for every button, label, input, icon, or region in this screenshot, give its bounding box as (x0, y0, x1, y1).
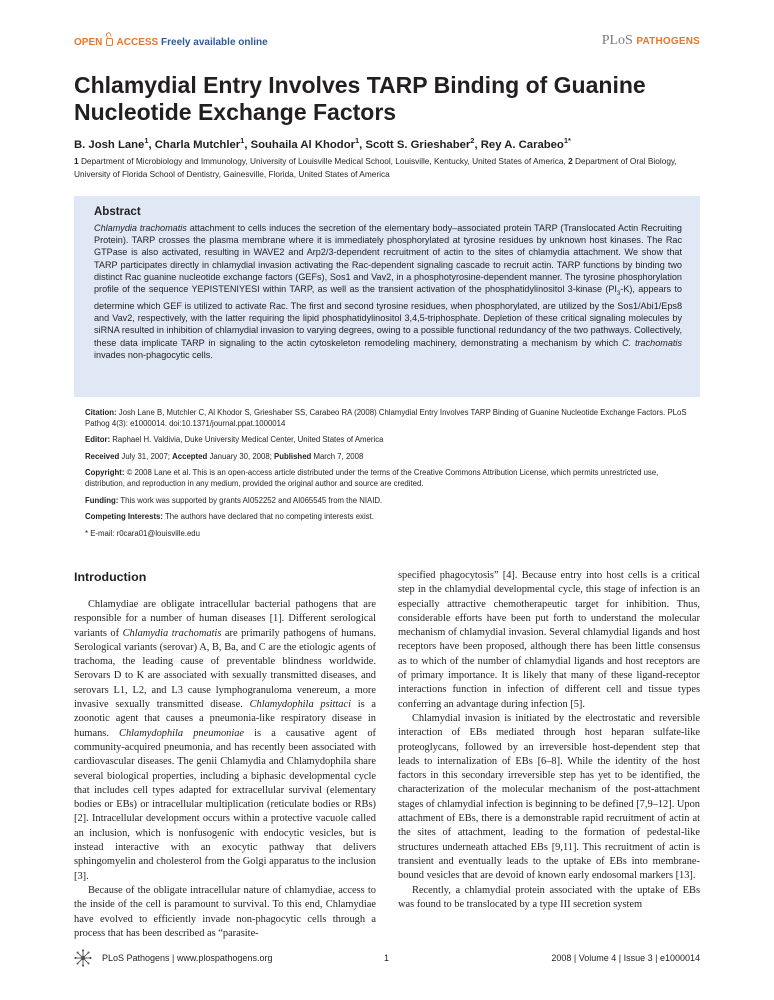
open-access-badge (74, 37, 268, 48)
author-list: B. Josh Lane$^1$, Charla Mutchler$^1$, Souhaila Al Khodor$^1$, Scott S. Grieshaber$^2$, Rey A. Carabeo$^{1*}$ (74, 136, 571, 151)
author-name: Rey A. Carabeo (480, 138, 564, 151)
citation (85, 408, 695, 429)
abstract-part-1: attachment to cells induces the secretion of the elementary body–associated protein TARP (Translocated Actin Recruiting Protein). TARP crosses the plasma membrane where it is immediately phosphorylated at tyrosine residues by unknown host kinases. The Rac GTPase is also activated, resulting in WAVE2 and Arp2/3-dependent recruitment of actin to the sites of chlamydia attachment. We show that TARP participates directly in chlamydial invasion activating the Rac-dependent signaling cascade to recruit actin. TARP functions by binding two distinct Rac guanine nucleotide exchange factors (GEFs), Sos1 and Vav2, in a phosphotyrosine-dependent manner. The tyrosine phosphorylation profile of the sequence YEPISTENIYESI within TARP, as well as the transient activation of the phosphatidylinositol 3-kinase (PI (94, 223, 682, 295)
citation-label: Citation: (85, 408, 117, 417)
abstract-part-3: invades non-phagocytic cells. (94, 349, 213, 360)
author-affiliation-marker: 2 (470, 136, 475, 145)
affiliation-number-1: 1 (74, 156, 79, 166)
author-name: Scott S. Grieshaber (365, 138, 471, 151)
author-affiliation-marker: 1* (563, 136, 571, 145)
intro-paragraph-5: Recently, a chlamydial protein associated with the uptake of EBs was found to be translocated by a type III secretion system (398, 884, 700, 910)
plos-footer-icon (74, 949, 92, 967)
author-affiliation-marker: 1 (240, 136, 245, 145)
introduction-heading: Introduction (74, 570, 147, 584)
dates (85, 452, 695, 463)
access-label: ACCESS (116, 37, 159, 48)
right-column (398, 569, 700, 912)
open-label: OPEN (74, 37, 103, 48)
journal-logo (602, 33, 700, 49)
left-column (74, 570, 376, 941)
abstract-heading: Abstract (94, 206, 141, 218)
funding (85, 496, 695, 507)
journal-name: PATHOGENS (636, 36, 700, 47)
accepted-label: Accepted (172, 451, 208, 461)
intro-p1-species-3: Chlamydophila pneumoniae (119, 727, 245, 739)
received-label: Received (85, 451, 120, 461)
intro-p1-text-b: are primarily pathogens of humans. Serological variants (serovar) A, B, Ba, and C are the etiologic agents of trachoma, the leading cause of preventable blindness worldwide. Serovars D to K are associated with sexually transmitted diseases, and serovars L1, L2, and L3 cause lymphogranuloma venereum, a more invasive sexually transmitted disease. (74, 627, 377, 711)
intro-paragraph-2: Because of the obligate intracellular nature of chlamydiae, access to the inside of the cell is paramount to survival. To this end, Chlamydiae have evolved to efficiently invade non-phagocytic cells through a process that has been described as “parasite- (74, 884, 376, 939)
footer-journal-link[interactable]: PLoS Pathogens | www.plospathogens.org (102, 953, 273, 963)
competing-label: Competing Interests: (85, 512, 163, 522)
footer-issue-info: 2008 | Volume 4 | Issue 3 | e1000014 (551, 953, 700, 963)
open-lock-icon (106, 38, 113, 46)
affiliation-number-2: 2 (568, 156, 573, 166)
abstract-species-2: C. trachomatis (622, 337, 682, 348)
funding-text: This work was supported by grants AI052252 and AI065545 from the NIAID. (120, 495, 383, 505)
received-date: July 31, 2007; (121, 451, 170, 461)
intro-p1-species-1: Chlamydia trachomatis (122, 627, 222, 639)
published-date: March 7, 2008 (313, 451, 364, 461)
article-metadata (85, 408, 695, 545)
author-affiliation-marker: 1 (144, 136, 149, 145)
intro-p1-text-c: is a zoonotic agent that causes a pneumonia-like respiratory disease in humans. (74, 699, 376, 739)
intro-paragraph-3: specified phagocytosis” [4]. Because entry into host cells is a critical step in the chlamydial developmental cycle, this stage of infection is an especially attractive chemotherapeutic target for inhibition. Thus, considerable efforts have been put forth to understand the molecular mechanism of chlamydial invasion. Several chlamydial ligands and host receptors have been proposed, although there has been little consensus as to which of the number of chlamydial ligands and host receptors are of primary importance. It is likely that many of these ligand-receptor interactions function in infection of different cell and tissue types conferring an advantage during infection [5]. (398, 570, 700, 710)
intro-paragraph-1 (74, 598, 376, 884)
editor-label: Editor: (85, 435, 111, 445)
abstract-box (74, 196, 700, 397)
editor (85, 435, 695, 446)
editor-text: Raphael H. Valdivia, Duke University Medical Center, United States of America (112, 435, 384, 445)
article-title: Chlamydial Entry Involves TARP Binding of Guanine Nucleotide Exchange Factors (74, 72, 646, 125)
freely-available-label: Freely available online (161, 37, 268, 48)
author-name: Charla Mutchler (154, 138, 241, 151)
abstract-text (94, 222, 682, 361)
competing-interests (85, 512, 695, 523)
copyright-text: © 2008 Lane et al. This is an open-access article distributed under the terms of the Creative Commons Attribution License, which permits unrestricted use, distribution, and reproduction in any medium, provided the original author and source are credited. (85, 468, 659, 488)
page-footer (74, 952, 700, 966)
abstract-subscript: 3 (616, 290, 621, 297)
author-affiliation-marker: 1 (355, 136, 360, 145)
intro-p1-text-d: is a causative agent of community-acquired pneumonia, and has recently been associated with cardiovascular diseases. The genii Chlamydia and Chlamydophila share several biological properties, including a biphasic developmental cycle that includes cell types adapted for extracellular survival (elementary bodies or EBs) or intracellular multiplication (reticulate bodies or RBs) [2]. Intracellular development occurs within a protective vacuole called an inclusion, which is nonfusogenic with endocytic vesicles, but is instead interactive with an exocytic pathway that delivers sphingomyelin and cholesterol from the Golgi apparatus to the inclusion [3]. (74, 727, 376, 882)
author-name: Souhaila Al Khodor (250, 138, 355, 151)
journal-brand: PLoS (601, 33, 633, 48)
author-name: B. Josh Lane (74, 138, 145, 151)
copyright (85, 468, 695, 489)
intro-p1-species-2: Chlamydophila psittaci (249, 699, 351, 711)
abstract-part-2: -K), appears to determine which GEF is utilized to activate Rac. The first and second tyrosine residues, when phosphorylated, are utilized by the Sos1/Abi1/Eps8 and Vav2, respectively, with the latter requiring the lipid phosphatidylinositol 3,4,5-triphosphate. Depletion of these critical signaling molecules by siRNA resulted in inhibition of chlamydial invasion to varying degrees, owing to a possible functional redundancy of the two pathways. Collectively, these data implicate TARP in signaling to the actin cytoskeleton remodeling machinery, demonstrating a mechanism by which (94, 284, 682, 348)
affiliations (74, 155, 704, 181)
intro-paragraph-4: Chlamydial invasion is initiated by the electrostatic and reversible interaction of EBs mediated through host heparan sulfate-like proteoglycans, followed by an irreversible host-dependent step that leads to internalization of EBs [6–8]. While the identity of the host factors in this secondary irreversible step has yet to be identified, the characterization of the molecular mechanism of the post-attachment stages of chlamydial infection is beginning to be defined [7,9–12]. Upon attachment of EBs, there is a demonstrable rapid recruitment of actin at the sites of attachment, leading to the formation of pedestal-like structures underneath attached EBs [9,11]. This recruitment of actin is transient and eventually leads to the uptake of EBs into membrane-bound vesicles that are devoid of known early endosomal markers [13]. (398, 712, 700, 882)
copyright-label: Copyright: (85, 468, 125, 478)
affiliation-1: Department of Microbiology and Immunology, University of Louisville Medical School, Louisville, Kentucky, United States of America, (80, 156, 566, 166)
intro-p1-text-a: Chlamydiae are obligate intracellular bacterial pathogens that are responsible for a number of human diseases [1]. Different serological variants of (74, 599, 376, 639)
affiliation-2: Department of Oral Biology, University of Florida School of Dentistry, Gainesville, Florida, United States of America (74, 156, 677, 179)
funding-label: Funding: (85, 495, 119, 505)
competing-text: The authors have declared that no competing interests exist. (165, 512, 374, 522)
abstract-species-1: Chlamydia trachomatis (94, 223, 187, 233)
published-label: Published (274, 451, 312, 461)
citation-text: Josh Lane B, Mutchler C, Al Khodor S, Grieshaber SS, Carabeo RA (2008) Chlamydial Entry Involves TARP Binding of Guanine Nucleotide Exchange Factors. PLoS Pathog 4(3): e1000014. doi:10.1371/journal.ppat.1000014 (85, 408, 687, 428)
accepted-date: January 30, 2008; (209, 451, 272, 461)
journal-header (74, 33, 700, 56)
email-link[interactable]: * E-mail: r0cara01@louisville.edu (85, 528, 200, 538)
page-number: 1 (384, 953, 390, 963)
